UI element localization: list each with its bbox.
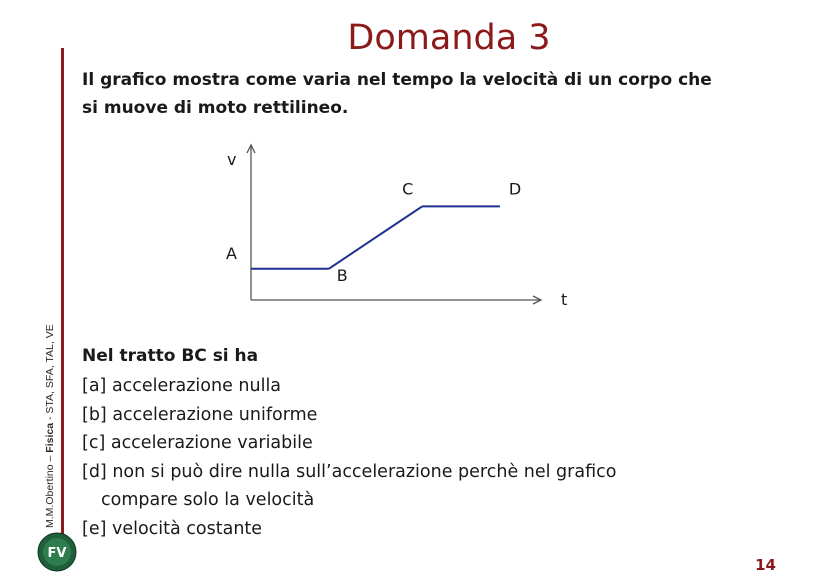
subject-label: Fisica xyxy=(44,422,56,453)
option-text: [a] accelerazione nulla xyxy=(82,376,282,396)
point-label-b: B xyxy=(336,265,348,285)
y-axis-label: v xyxy=(227,150,237,169)
point-label-d: D xyxy=(508,179,522,199)
point-label-a: A xyxy=(226,243,237,263)
option-d[interactable] xyxy=(82,458,616,515)
option-a[interactable] xyxy=(82,372,616,401)
option-text: [d] non si può dire nulla sull’accelerazione perchè nel grafico xyxy=(82,461,617,482)
point-label-c: C xyxy=(402,179,414,199)
option-text: [e] velocità costante xyxy=(82,518,263,539)
slide-title: Domanda 3 xyxy=(347,18,551,58)
courses-label: - STA, SFA, TAL, VE xyxy=(44,324,56,420)
question-line-2: si muove di moto rettilineo. xyxy=(82,98,349,118)
answer-options xyxy=(82,372,616,543)
option-text: [c] accelerazione variabile xyxy=(82,433,313,453)
x-axis-label: t xyxy=(561,290,568,309)
segment-bc xyxy=(329,206,422,268)
question-subtitle: Nel tratto BC si ha xyxy=(82,346,259,366)
university-logo xyxy=(37,532,77,572)
author-name: M.M.Obertino xyxy=(44,464,56,528)
option-text-continued: compare solo la velocità xyxy=(101,490,315,510)
question-line-1: Il grafico mostra come varia nel tempo la velocità di un corpo che xyxy=(82,70,712,90)
option-text: [b] accelerazione uniforme xyxy=(82,404,318,425)
question-text xyxy=(82,66,782,122)
option-c[interactable] xyxy=(82,429,616,458)
logo-text: FV xyxy=(47,546,67,561)
side-rule xyxy=(61,48,64,538)
credit-separator: – xyxy=(44,455,56,462)
option-b[interactable] xyxy=(82,401,616,430)
option-e[interactable] xyxy=(82,515,616,544)
page-number: 14 xyxy=(755,556,776,574)
velocity-time-graph xyxy=(200,135,580,315)
sidebar-credit xyxy=(44,324,56,528)
